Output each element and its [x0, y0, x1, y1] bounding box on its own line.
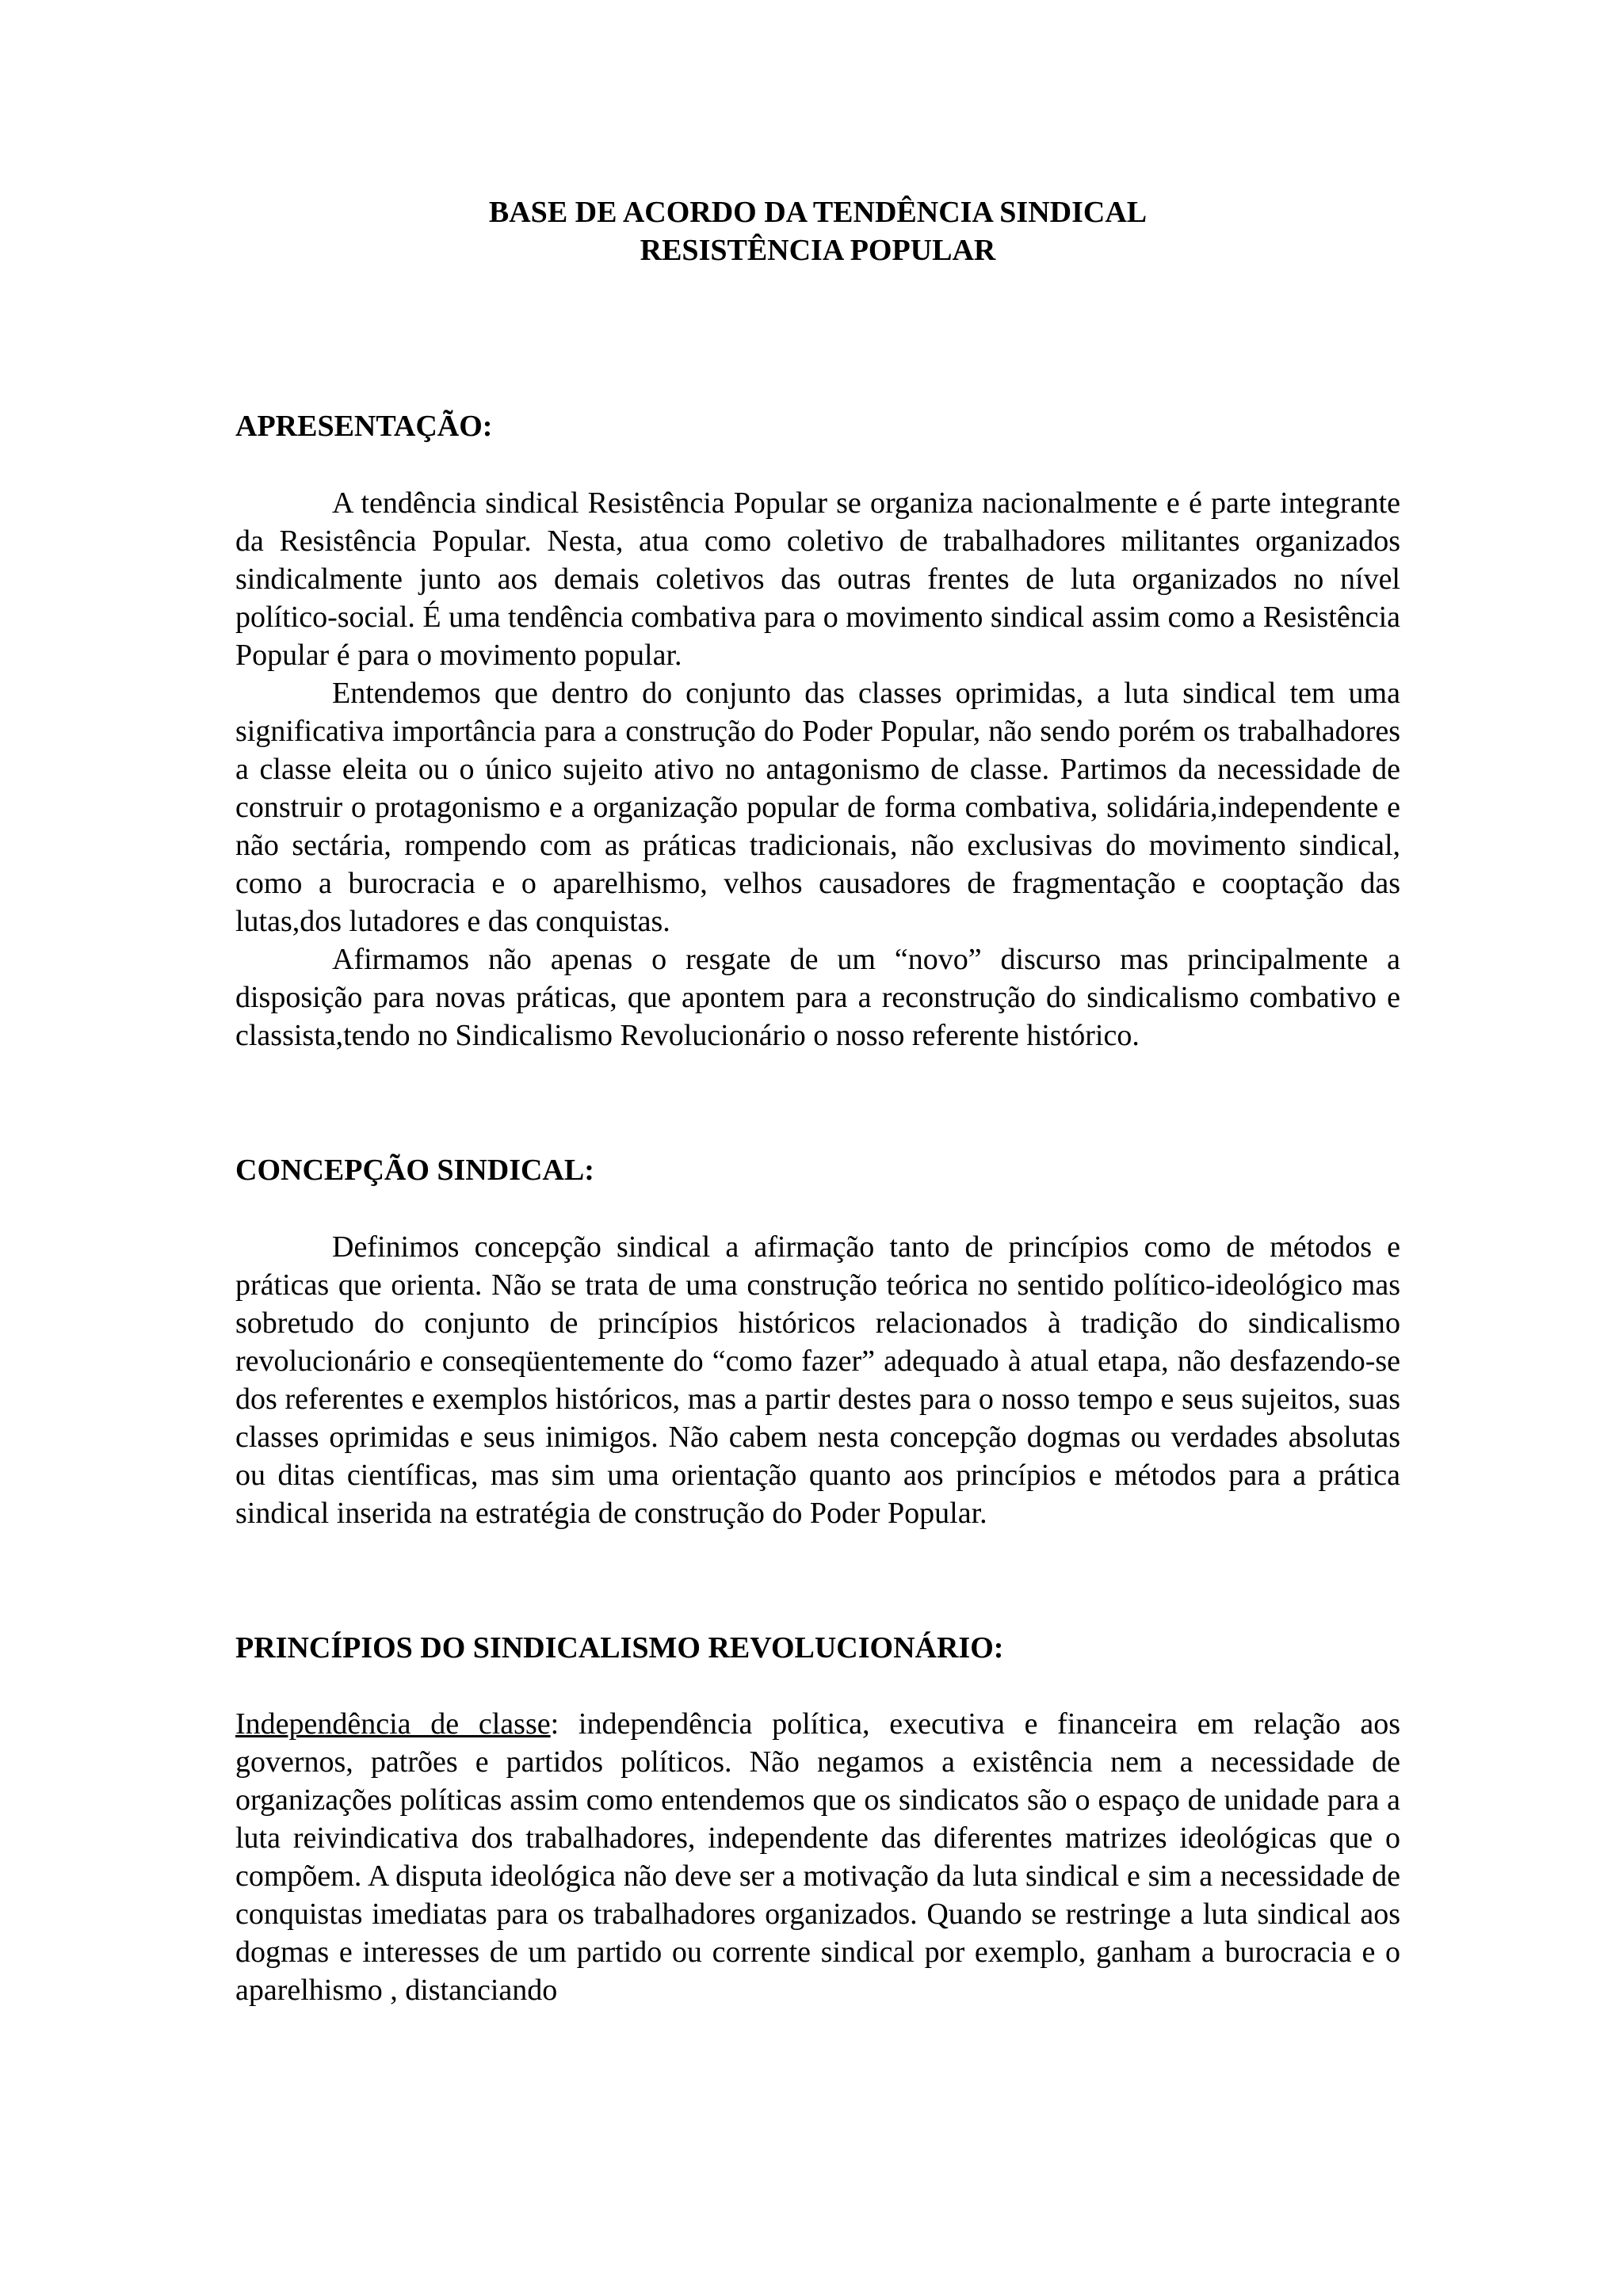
section-heading-concepcao: CONCEPÇÃO SINDICAL: [235, 1154, 594, 1187]
section-heading-principios: PRINCÍPIOS DO SINDICALISMO REVOLUCIONÁRIO: [235, 1631, 1004, 1665]
principle-term: Independência de classe [235, 1707, 551, 1741]
page-content [235, 193, 1400, 2009]
document-title [235, 193, 1400, 269]
title-line-1: BASE DE ACORDO DA TENDÊNCIA SINDICAL [488, 196, 1148, 229]
title-line-2: RESISTÊNCIA POPULAR [640, 234, 996, 267]
paragraph: Definimos concepção sindical a afirmação tanto de princípios como de métodos e práticas que orienta. Não se trata de uma construção teórica no sentido político-ideológico mas sobretudo do conjunto de princípios históricos relacionados à tradição do sindicalismo revolucionário e conseqüentemente do “como fazer” adequado à atual etapa, não desfazendo-se dos referentes e exemplos históricos, mas a partir destes para o nosso tempo e seus sujeitos, suas classes oprimidas e seus inimigos. Não cabem nesta concepção dogmas ou verdades absolutas ou ditas científicas, mas sim uma orientação quanto aos princípios e métodos para a prática sindical inserida na estratégia de construção do Poder Popular. [235, 1230, 1400, 1530]
principle-paragraph [235, 1705, 1400, 2009]
paragraph: A tendência sindical Resistência Popular se organiza nacionalmente e é parte integrante da Resistência Popular. Nesta, atua como coletivo de trabalhadores militantes organizados sindicalmente junto aos demais coletivos das outras frentes de luta organizados no nível político-social. É uma tendência combativa para o movimento sindical assim como a Resistência Popular é para o movimento popular. [235, 486, 1400, 672]
section-heading-apresentacao: APRESENTAÇÃO: [235, 410, 493, 443]
paragraph: Afirmamos não apenas o resgate de um “novo” discurso mas principalmente a disposição para novas práticas, que apontem para a reconstrução do sindicalismo combativo e classista,tendo no Sindicalismo Revolucionário o nosso referente histórico. [235, 943, 1400, 1052]
paragraph: Entendemos que dentro do conjunto das classes oprimidas, a luta sindical tem uma significativa importância para a construção do Poder Popular, não sendo porém os trabalhadores a classe eleita ou o único sujeito ativo no antagonismo de classe. Partimos da necessidade de construir o protagonismo e a organização popular de forma combativa, solidária,independente e não sectária, rompendo com as práticas tradicionais, não exclusivas do movimento sindical, como a burocracia e o aparelhismo, velhos causadores de fragmentação e cooptação das lutas,dos lutadores e das conquistas. [235, 677, 1400, 938]
principle-text: : independência política, executiva e financeira em relação aos governos, patrões e partidos políticos. Não negamos a existência nem a necessidade de organizações políticas assim como entendemos que os sindicatos são o espaço de unidade para a luta reivindicativa dos trabalhadores, independente das diferentes matrizes ideológicas que o compõem. A disputa ideológica não deve ser a motivação da luta sindical e sim a necessidade de conquistas imediatas para os trabalhadores organizados. Quando se restringe a luta sindical aos dogmas e interesses de um partido ou corrente sindical por exemplo, ganham a burocracia e o aparelhismo , distanciando [235, 1707, 1400, 2007]
